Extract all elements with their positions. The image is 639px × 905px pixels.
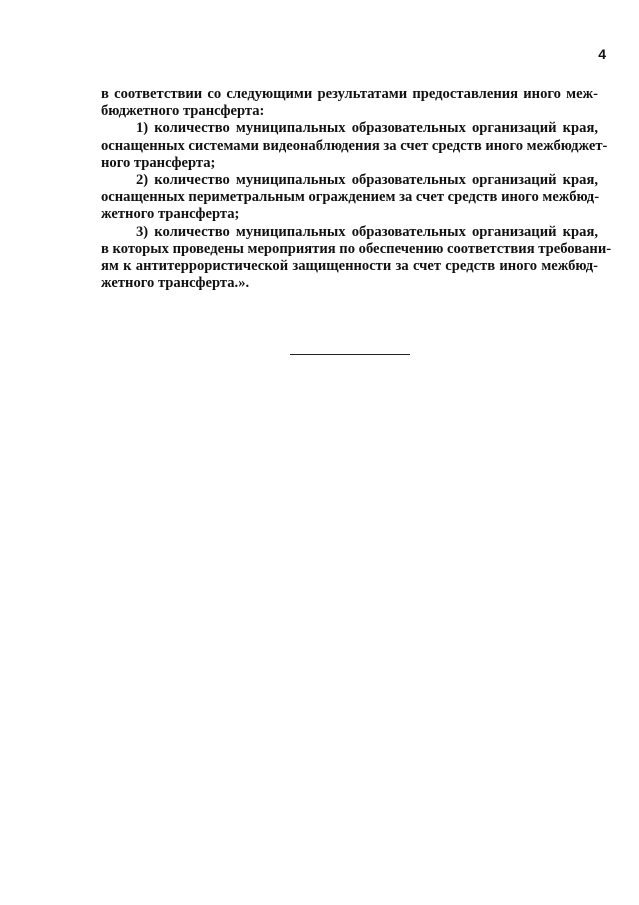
list-item-3-line: 3) количество муниципальных образовательных организаций края,: [136, 223, 598, 240]
separator-line: [290, 354, 410, 355]
text-line: ям к антитеррористической защищенности за счет средств иного межбюд-: [101, 257, 598, 274]
document-body: [101, 86, 612, 292]
text-line: ного трансферта;: [101, 154, 216, 171]
page-number: 4: [598, 46, 606, 62]
text-line: в соответствии со следующими результатами предоставления иного меж-: [101, 86, 598, 102]
text-line: оснащенных системами видеонаблюдения за счет средств иного межбюджет-: [101, 137, 608, 154]
list-item-2-line: 2) количество муниципальных образовательных организаций края,: [136, 171, 598, 188]
text-line: оснащенных периметральным ограждением за счет средств иного межбюд-: [101, 189, 600, 206]
text-line: бюджетного трансферта:: [101, 103, 265, 120]
text-line: жетного трансферта;: [101, 206, 240, 223]
text-line: жетного трансферта.».: [101, 275, 250, 292]
list-item-1-line: 1) количество муниципальных образовательных организаций края,: [136, 120, 598, 137]
text-line: в которых проведены мероприятия по обеспечению соответствия требовани-: [101, 240, 612, 257]
